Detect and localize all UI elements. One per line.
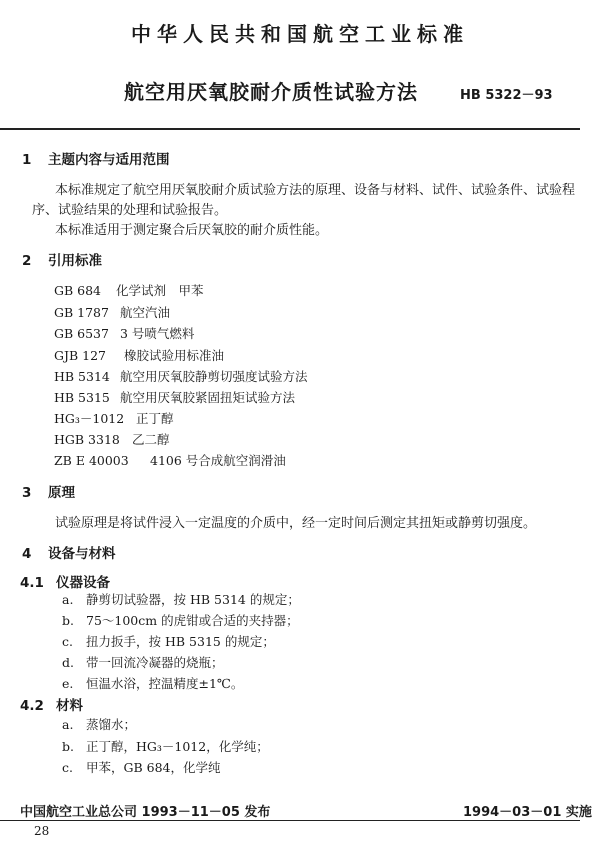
section-1-heading [22,148,170,168]
reference-item [54,367,308,385]
document-title: 航空用厌氧胶耐介质性试验方法 [124,80,418,104]
page-number: 28 [34,824,50,838]
list-item [62,715,136,733]
reference-code: GB 1787 [54,305,109,320]
item-label: c. [62,634,73,649]
reference-code: HGB 3318 [54,432,120,447]
subsection-4-1-heading [20,571,110,591]
section-1-paragraph-1-line-1: 本标准规定了航空用厌氧胶耐介质试验方法的原理、设备与材料、试件、试验条件、试验程 [55,183,576,198]
reference-item [54,409,174,427]
reference-item [54,303,170,321]
reference-item [54,346,224,364]
list-item [62,611,299,629]
item-label: a. [62,592,74,607]
section-3-paragraph: 试验原理是将试件浸入一定温度的介质中，经一定时间后测定其扭矩或静剪切强度。 [55,516,537,531]
reference-title: 航空用厌氧胶紧固扭矩试验方法 [120,390,296,405]
item-label: c. [62,760,73,775]
reference-title: 4106 号合成航空润滑油 [150,453,286,468]
header-divider [0,128,580,130]
section-number: 3 [22,485,32,501]
reference-code: HG₃－1012 [54,411,125,426]
reference-code: ZB E 40003 [54,453,129,468]
issuing-authority-header: 中华人民共和国航空工业标准 [131,22,469,46]
reference-title: 橡胶试验用标准油 [124,348,225,363]
item-label: b. [62,613,74,628]
section-title: 原理 [48,485,75,501]
item-label: e. [62,676,74,691]
item-text: 静剪切试验器，按 HB 5314 的规定； [86,592,300,607]
list-item [62,758,221,776]
reference-title: 正丁醇 [136,411,174,426]
reference-item [54,430,170,448]
item-text: 扭力扳手，按 HB 5315 的规定； [86,634,275,649]
section-4-heading [22,542,116,562]
implementation-date: 1994－03－01 实施 [463,805,592,820]
subsection-number: 4.2 [20,698,44,714]
list-item [62,653,224,671]
issue-date: 中国航空工业总公司 1993－11－05 发布 [20,805,271,820]
reference-code: HB 5315 [54,390,110,405]
reference-title: 化学试剂 甲苯 [116,283,204,298]
subsection-title: 材料 [56,698,83,714]
reference-code: HB 5314 [54,369,110,384]
section-title: 主题内容与适用范围 [48,152,170,168]
item-text: 甲苯，GB 684，化学纯 [86,760,221,775]
list-item [62,737,269,755]
subsection-4-2-heading [20,694,83,714]
section-number: 4 [22,546,32,562]
item-label: b. [62,739,74,754]
list-item [62,632,275,650]
section-number: 1 [22,152,32,168]
item-text: 75～100cm 的虎钳或合适的夹持器； [86,613,299,628]
section-title: 设备与材料 [48,546,116,562]
item-label: d. [62,655,74,670]
item-label: a. [62,717,74,732]
item-text: 正丁醇，HG₃－1012，化学纯； [86,739,269,754]
reference-item [54,388,295,406]
item-text: 恒温水浴，控温精度±1℃。 [86,676,244,691]
section-3-heading [22,481,75,501]
reference-code: GB 684 [54,283,102,298]
list-item [62,590,300,608]
standard-code: HB 5322－93 [460,88,553,103]
reference-item [54,451,286,469]
list-item [62,674,243,692]
reference-item [54,324,194,342]
subsection-number: 4.1 [20,575,44,591]
reference-code: GJB 127 [54,348,107,363]
section-2-heading [22,249,102,269]
reference-title: 3 号喷气燃料 [120,326,195,341]
section-number: 2 [22,253,32,269]
reference-title: 乙二醇 [132,432,170,447]
item-text: 蒸馏水； [86,717,137,732]
reference-code: GB 6537 [54,326,109,341]
reference-title: 航空用厌氧胶静剪切强度试验方法 [120,369,308,384]
footer-divider [0,820,580,821]
section-1-paragraph-1-line-2: 序、试验结果的处理和试验报告。 [32,203,228,218]
section-title: 引用标准 [48,253,102,269]
reference-title: 航空汽油 [120,305,171,320]
reference-item [54,281,204,299]
item-text: 带一回流冷凝器的烧瓶； [86,655,224,670]
section-1-paragraph-2: 本标准适用于测定聚合后厌氧胶的耐介质性能。 [55,223,329,238]
subsection-title: 仪器设备 [56,575,110,591]
